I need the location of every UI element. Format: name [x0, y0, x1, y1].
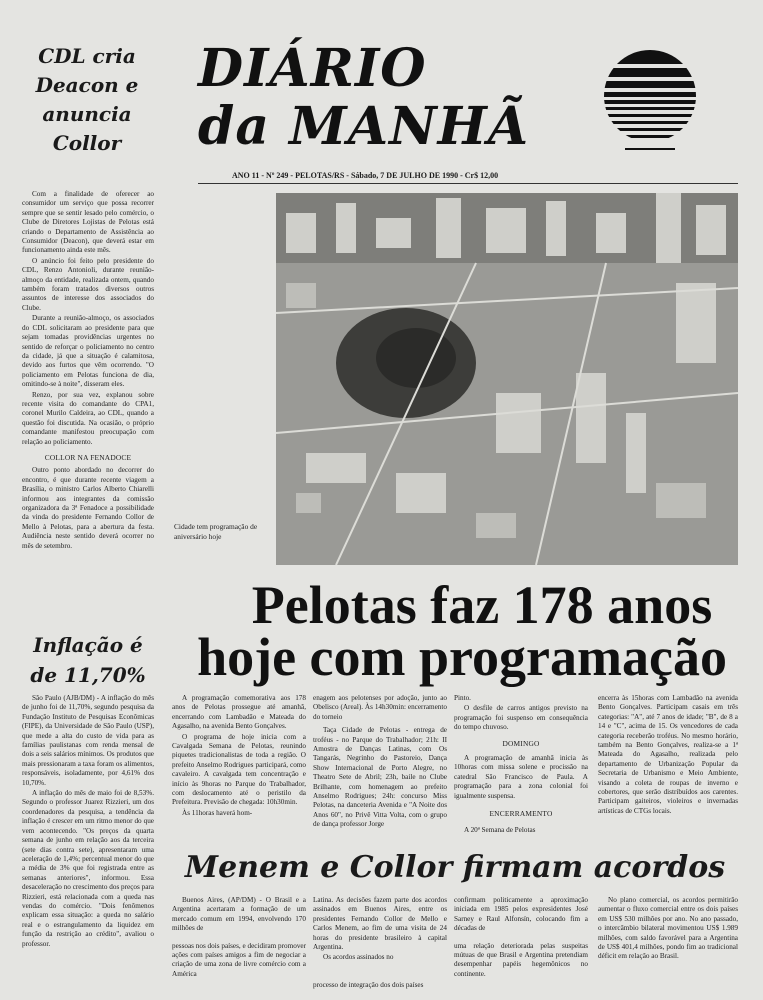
masthead-rule [198, 183, 738, 184]
paragraph: Durante a reunião-almoço, os associados do CDL solicitaram ao presidente para que sejam tomadas providências urgentes no sentido de reforçar o policiamento no centro da cidade, já que a situação é calamitosa, devido aos furtos que vêm ocorrendo. "O policiamento em Pelotas funciona de dia, omitindo-se à noite", disseram eles. [22, 314, 154, 389]
paragraph: O desfile de carros antigos previsto na programação foi suspenso em consequência do tempo chuvoso. [454, 704, 588, 732]
paragraph: O anúncio foi feito pelo presidente do CDL, Renzo Antonioli, durante reunião-almoço da entidade, realizada ontem, quando também foram tratados diversos outros assuntos de interesse dos associados do Clube. [22, 256, 154, 312]
paragraph: No plano comercial, os acordos permitirão aumentar o fluxo comercial entre os dois países em US$ 530 milhões por ano. No ano passado, o intercâmbio bilateral movimentou US$ 1.989 milhões, com saldo favorável para a Argentina de US$ 401,4 milhões, pondo fim ao tradicional déficit em relação ao Brasil. [598, 896, 738, 961]
paragraph: A inflação do mês de maio foi de 8,53%. Segundo o professor Juarez Rizzieri, um dos coordenadores da pesquisa, a tendência da inflação é crescer em um ritmo menor do que vem acontecendo. "Os preços da quarta semana de junho em relação aos da terceira (sete dias contra sete), apresentaram uma aceleração de 1,4%; percentual menor do que a média de 3% que foi registrada entre as semanas anteriores", informou. Essa desaceleração no crescimento dos preços para Rizzieri, está relacionada com a queda nas vendas do comércio. "Dois fenômenos explicam essa situação: a queda no salário real e o estrangulamento da liquidez em função da restrição ao crédito", avaliou o professor. [22, 789, 154, 948]
inflacao-headline-line: de 11,70% [30, 663, 146, 687]
menem-story-col4 [598, 896, 738, 963]
menem-headline: Menem e Collor firmam acordos [184, 850, 726, 885]
pelotas-story-col2 [313, 694, 447, 831]
cdl-subhead: COLLOR NA FENADOCE [44, 452, 132, 462]
paragraph: Às 11horas haverá hom- [182, 808, 253, 817]
cdl-headline-line: Deacon e [35, 73, 139, 97]
paragraph: encerra às 15horas com Lambadão na avenida Bento Gonçalves. Participam casais em três categorias: "A", até 7 anos de idade; "B", de 8 a 14 e "C", acima de 15. Os vencedores de cada categoria receberão troféus. No mesmo horário, também na Bento Gonçalves, realiza-se a 1ª Mateada do Agasalho, realizada pelo departamento de Urbanização Popular da Secretaria de Urbanismo e Meio Ambiente, visando a coleta de roupas de inverno e cobertores, que serão distribuídos aos carentes. Participam gaiteiros, violeiros e invernadas artísticas de CTGs locais. [598, 694, 738, 815]
paragraph: Os acordos assinados no [323, 953, 394, 962]
inflacao-headline [22, 630, 154, 690]
paragraph: Com a finalidade de oferecer ao consumidor um serviço que possa recorrer sempre que se sentir lesado pelo comércio, o Clube de Diretores Lojistas de Pelotas está criando o Departamento de Assistência ao Consumidor (Deacon), que deverá estar em funcionamento ainda este mês. [22, 190, 154, 255]
paragraph: pessoas nos dois países, e decidiram promover ações com países amigos a fim de negociar a criação de uma zona de livre comércio com a América [172, 941, 306, 978]
main-headline-line2: hoje com programação [197, 627, 727, 687]
cdl-story-body [22, 190, 154, 552]
masthead-title-line2: da MANHÃ [198, 96, 530, 157]
paragraph: Latina. As decisões fazem parte dos acordos assinados em Buenos Aires, entre os presidentes Fernando Collor de Mello e Carlos Menem, ao fim de uma visita de 24 horas do presidente brasileiro à capital Argentina. [313, 896, 447, 952]
paragraph: A programação de amanhã inicia às 10horas com missa solene e procissão na catedral São Francisco de Paula. A programação para a zona colonial foi igualmente suspensa. [454, 754, 588, 800]
cdl-headline-line: Collor [52, 131, 122, 155]
paragraph: A programação comemorativa aos 178 anos de Pelotas prossegue até amanhã, encerrando com Lambadão e Mateada do Agasalho, na avenida Bento Gonçalves. [172, 694, 306, 731]
photo-caption: Cidade tem programação de aniversário hoje [172, 520, 276, 543]
encerramento-subhead: ENCERRAMENTO [489, 809, 553, 819]
cdl-headline [22, 42, 152, 158]
menem-story-col1 [172, 896, 306, 980]
paragraph: São Paulo (AJB/DM) - A inflação do mês de junho foi de 11,70%, segundo pesquisa da Fundação Instituto de Pesquisas Econômicas (FIPE), da Universidade de São Paulo (USP), que mede a alta do custo de vida para as famílias paulistanas com renda mensal de dois a seis salários mínimos. Os produtos que mais pressionaram a taxa foram os alimentos, responsáveis, isoladamente, por 4,61% dos 10,70%. [22, 694, 154, 787]
menem-story-col3 [454, 896, 588, 980]
paragraph: Taça Cidade de Pelotas - entrega de troféus - no Parque do Trabalhador; 21h: II Amostra de Danças Latinas, com Os Tangarás, Negrinho do Pastoreio, Dança Show Internacional de Porto Alegre, no Theatro Sete de Abril; 23h, baile no Clube Brilhante, com homenagem ao prefeito Anselmo Rodrigues; 24h: concurso Miss Pelotas, na danceteria Avenida e "A Noite dos Anos 60", no Privê Vitta Volta, com o grupo de dança professor Jorge [313, 726, 447, 829]
cdl-headline-line: CDL cria [38, 44, 136, 68]
pelotas-story-col4 [598, 694, 738, 817]
paragraph: uma relação deteriorada pelas suspeitas mútuas de que Brasil e Argentina pretendiam desempenhar papéis hegemônicos no continente. [454, 941, 588, 978]
paragraph: processo de integração dos dois países [313, 980, 424, 989]
newspaper-logo-icon [585, 44, 715, 164]
menem-story-col2 [313, 896, 447, 991]
cdl-headline-line: anuncia [42, 102, 132, 126]
inflacao-headline-line: Inflação é [33, 633, 143, 657]
paragraph: A 20ª Semana de Pelotas [464, 826, 536, 835]
paragraph: O programa de hoje inicia com a Cavalgada Semana de Pelotas, reunindo piquetes tradicionalistas de toda a região. O prefeito Anselmo Rodrigues participará, como cavaleiro. A cavalgada tem concentração e início às 9horas no Parque do Trabalhador, com deslocamento até o peristilo da Prefeitura. Previsão de chegada: 10h30min. [172, 732, 306, 807]
pelotas-story-col1 [172, 694, 306, 819]
pelotas-story-col3 [454, 694, 588, 837]
aerial-city-photo [276, 193, 738, 565]
main-headline-line1: Pelotas faz 178 anos [251, 575, 713, 635]
paragraph: enagem aos pelotenses por adoção, junto ao Obelisco (Areal). Às 14h30min: encerramento do torneio [313, 694, 447, 721]
issue-line: ANO 11 - Nº 249 - PELOTAS/RS - Sábado, 7 DE JULHO DE 1990 - Cr$ 12,00 [232, 171, 499, 180]
paragraph: Pinto. [454, 694, 471, 702]
domingo-subhead: DOMINGO [502, 738, 540, 748]
paragraph: Outro ponto abordado no decorrer do encontro, é que durante recente viagem a Brasília, o ministro Carlos Alberto Chiarelli informou aos integrantes da comissão organizadora da 3ª Fenadoce a possibilidade da vinda do presidente Fernando Collor de Mello à Pelotas, para a abertura da festa. Audiência neste sentido deverá ocorrer no mês de setembro. [22, 466, 154, 550]
paragraph: Buenos Aires, (AP/DM) - O Brasil e a Argentina acertaram a formação de um mercado comum em 1994, envolvendo 170 milhões de [172, 896, 306, 933]
paragraph: Renzo, por sua vez, explanou sobre recente visita do comandante do CPA1, coronel Murilo Caldeira, ao CDL, quando a questão foi discutida. Na ocasião, o próprio comandante manifestou preocupação com relação ao policiamento. [22, 390, 154, 446]
inflacao-story-body [22, 694, 154, 950]
masthead-title-line1: DIÁRIO [198, 38, 427, 99]
paragraph: confirmam politicamente a aproximação iniciada em 1985 pelos expresidentes José Sarney e Raul Alfonsín, colocando fim a décadas de [454, 896, 588, 933]
